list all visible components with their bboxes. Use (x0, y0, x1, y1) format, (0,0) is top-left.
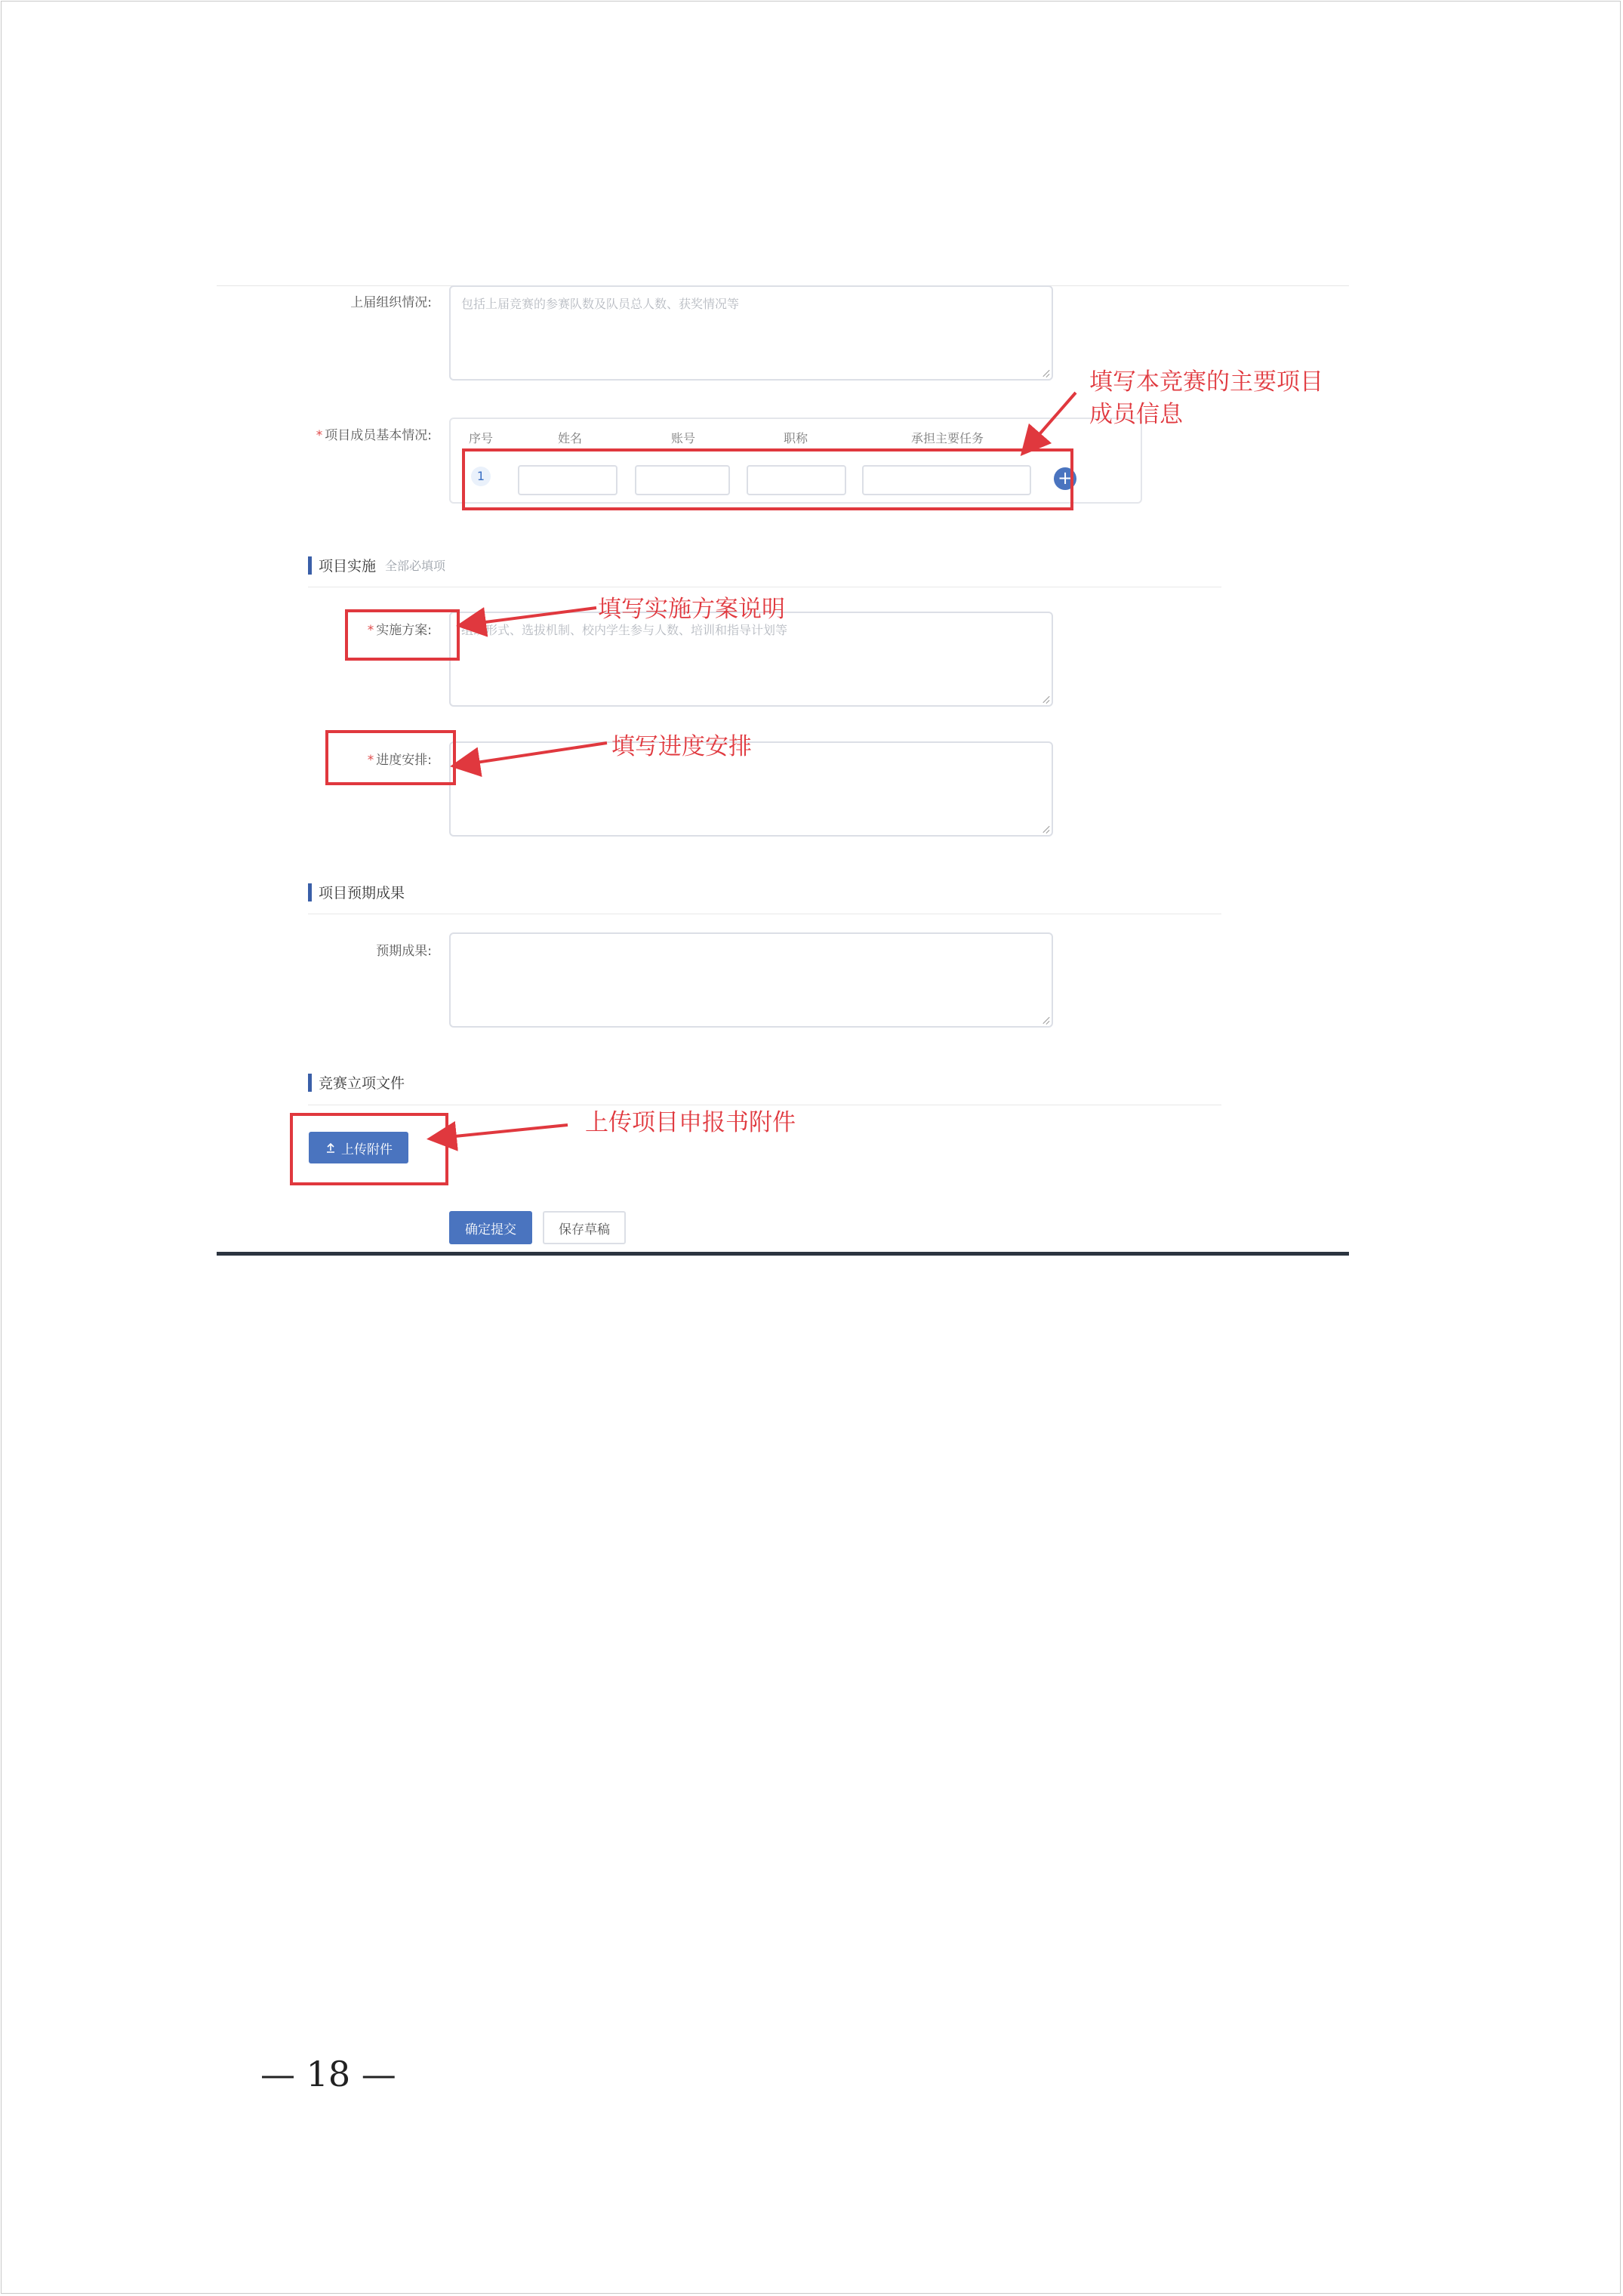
members-label: * 项目成员基本情况: (316, 428, 432, 443)
members-header-account: 账号 (670, 431, 695, 445)
plan-placeholder: 组织形式、选拔机制、校内学生参与人数、培训和指导计划等 (461, 623, 788, 637)
members-arrow (1024, 393, 1076, 451)
plan-annotation: 填写实施方案说明 (598, 596, 785, 623)
implementation-subtitle: 全部必填项 (385, 559, 446, 573)
members-header-task: 承担主要任务 (910, 431, 984, 445)
upload-annotation: 上传项目申报书附件 (585, 1109, 796, 1136)
schedule-annotation: 填写进度安排 (611, 733, 752, 760)
previous-org-label: 上届组织情况: (350, 295, 432, 310)
upload-button-label: 上传附件 (341, 1142, 393, 1157)
schedule-label: * 进度安排: (367, 753, 432, 768)
schedule-arrow (456, 743, 607, 766)
page-number: — 18 — (260, 2054, 396, 2094)
members-header-index: 序号 (468, 431, 493, 445)
expected-results-label: 预期成果: (376, 944, 432, 959)
submit-button[interactable]: 确定提交 (449, 1211, 532, 1244)
save-draft-button[interactable]: 保存草稿 (543, 1211, 626, 1244)
members-annotation-line1: 填写本竞赛的主要项目 (1089, 368, 1323, 396)
previous-org-placeholder: 包括上届竞赛的参赛队数及队员总人数、获奖情况等 (461, 297, 740, 311)
members-header-title: 职称 (783, 431, 808, 445)
files-title-text: 竞赛立项文件 (319, 1075, 405, 1092)
implementation-title-text: 项目实施 (319, 558, 377, 575)
plan-arrow (462, 608, 596, 625)
upload-arrow (433, 1125, 568, 1139)
plan-label: * 实施方案: (367, 623, 432, 638)
add-member-icon[interactable]: + (1054, 467, 1076, 490)
members-annotation-line2: 成员信息 (1089, 401, 1183, 428)
members-header-name: 姓名 (557, 431, 582, 445)
results-title-text: 项目预期成果 (319, 885, 405, 901)
member-row-index: 1 (471, 467, 491, 486)
